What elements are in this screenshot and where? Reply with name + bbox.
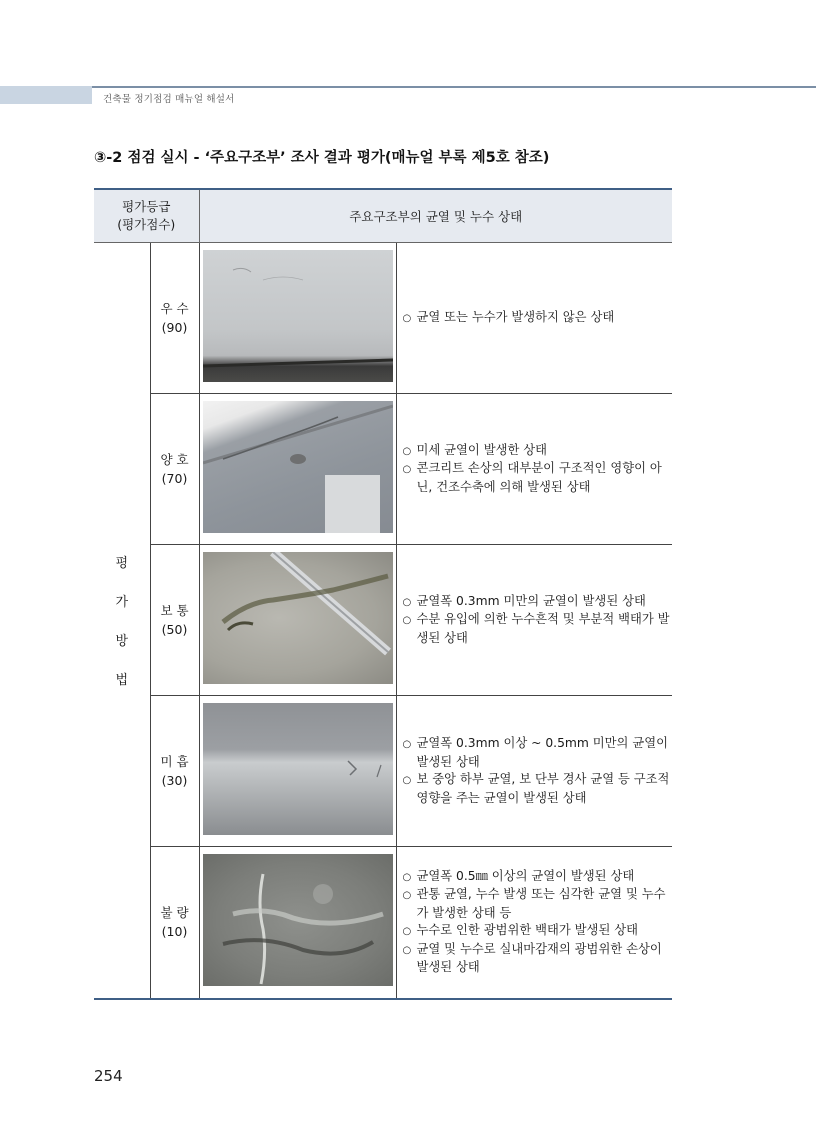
header-accent-bar — [0, 86, 92, 104]
list-item: ○ 균열폭 0.5㎜ 이상의 균열이 발생된 상태 — [402, 868, 635, 883]
status-description — [396, 847, 672, 999]
concrete-photo-excellent — [203, 250, 393, 382]
table-row — [94, 847, 672, 999]
evaluation-method-label: 평 가 방 법 — [94, 243, 150, 999]
list-item: ○ 보 중앙 하부 균열, 보 단부 경사 균열 등 구조적 영향을 주는 균열이 발생된 상태 — [402, 772, 670, 805]
grade-cell: 미 흡 (30) — [150, 696, 199, 847]
list-item: ○ 균열 또는 누수가 발생하지 않은 상태 — [402, 309, 615, 324]
photo-cell — [199, 394, 396, 545]
grade-cell: 보 통 (50) — [150, 545, 199, 696]
grade-header: 평가등급 (평가점수) — [94, 189, 199, 243]
list-item: ○ 콘크리트 손상의 대부분이 구조적인 영향이 아닌, 건조수축에 의해 발생된 상태 — [402, 461, 662, 494]
running-title: 건축물 정기점검 매뉴얼 해설서 — [103, 94, 235, 105]
list-item: ○ 균열폭 0.3mm 미만의 균열이 발생된 상태 — [402, 593, 646, 608]
evaluation-table — [94, 188, 672, 1000]
status-description — [396, 696, 672, 847]
list-item: ○ 미세 균열이 발생한 상태 — [402, 442, 548, 457]
concrete-photo-good — [203, 401, 393, 533]
grade-cell: 우 수 (90) — [150, 243, 199, 394]
photo-cell — [199, 545, 396, 696]
concrete-photo-fair — [203, 552, 393, 684]
table-row — [94, 545, 672, 696]
table-row — [94, 394, 672, 545]
list-item: ○ 균열폭 0.3mm 이상 ~ 0.5mm 미만의 균열이 발생된 상태 — [402, 736, 668, 769]
section-title: ③-2 점검 실시 - ‘주요구조부’ 조사 결과 평가(매뉴얼 부록 제5호 참조) — [94, 150, 550, 166]
status-header: 주요구조부의 균열 및 누수 상태 — [199, 189, 672, 243]
header-rule — [92, 86, 816, 88]
photo-cell — [199, 243, 396, 394]
concrete-photo-poor — [203, 703, 393, 835]
grade-cell: 양 호 (70) — [150, 394, 199, 545]
list-item: ○ 수분 유입에 의한 누수흔적 및 부분적 백태가 발생된 상태 — [402, 612, 670, 645]
photo-cell — [199, 696, 396, 847]
concrete-photo-bad — [203, 854, 393, 986]
list-item: ○ 균열 및 누수로 실내마감재의 광범위한 손상이 발생된 상태 — [402, 941, 662, 975]
list-item: ○ 누수로 인한 광범위한 백태가 발생된 상태 — [402, 923, 638, 938]
table-row — [94, 696, 672, 847]
list-item: ○ 관통 균열, 누수 발생 또는 심각한 균열 및 누수가 발생한 상태 등 — [402, 887, 666, 920]
table-row — [94, 243, 672, 394]
grade-cell: 불 량 (10) — [150, 847, 199, 999]
photo-cell — [199, 847, 396, 999]
status-description — [396, 545, 672, 696]
status-description — [396, 394, 672, 545]
page-number: 254 — [94, 1067, 123, 1085]
status-description — [396, 243, 672, 394]
